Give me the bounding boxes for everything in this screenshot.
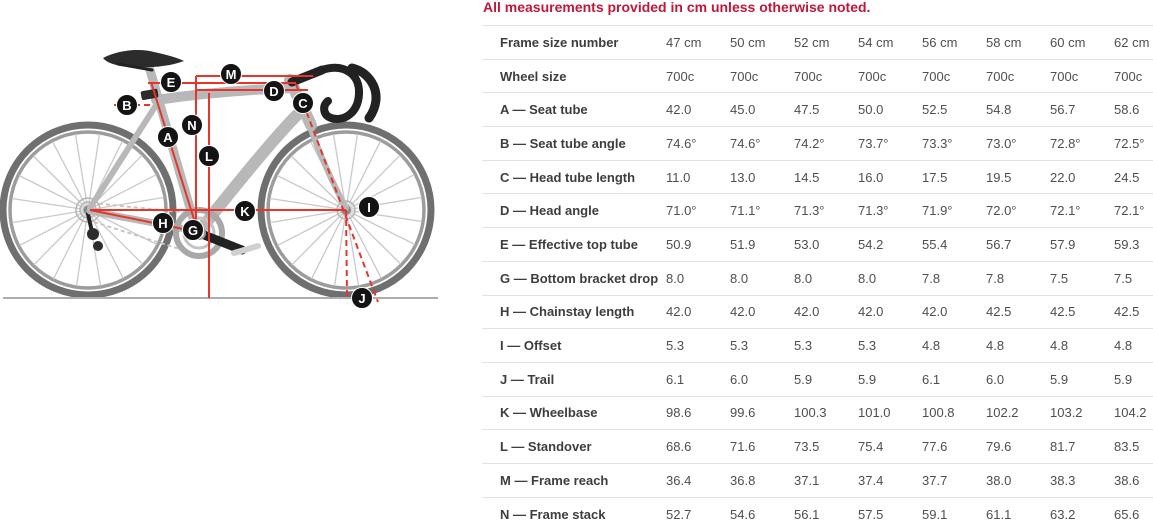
row-value: 5.3 [730, 329, 794, 363]
row-value: 74.2° [794, 127, 858, 161]
row-value: 700c [730, 59, 794, 93]
diagram-label-badge-n [182, 115, 203, 136]
row-label: N — Frame stack [482, 497, 666, 531]
row-value: 52 cm [794, 26, 858, 60]
row-value: 50.0 [858, 93, 922, 127]
row-value: 4.8 [1050, 329, 1114, 363]
diagram-label-badge-g [183, 220, 204, 241]
svg-text:A: A [163, 130, 173, 145]
row-value: 5.9 [1114, 362, 1153, 396]
row-value: 73.5 [794, 430, 858, 464]
row-value: 22.0 [1050, 160, 1114, 194]
row-value: 42.5 [1114, 295, 1153, 329]
table-row [482, 362, 1153, 396]
row-value: 11.0 [666, 160, 730, 194]
row-label: J — Trail [482, 362, 666, 396]
row-value: 5.9 [858, 362, 922, 396]
row-value: 700c [666, 59, 730, 93]
row-value: 6.1 [666, 362, 730, 396]
fork [309, 124, 346, 208]
bike-diagram-svg [0, 0, 482, 532]
row-value: 52.5 [922, 93, 986, 127]
row-label: Wheel size [482, 59, 666, 93]
row-value: 51.9 [730, 228, 794, 262]
svg-text:I: I [367, 200, 371, 215]
row-value: 71.9° [922, 194, 986, 228]
measurements-note: All measurements provided in cm unless otherwise noted. [483, 0, 871, 15]
row-value: 700c [794, 59, 858, 93]
table-row [482, 160, 1153, 194]
diagram-label-badge-b [117, 95, 138, 116]
row-value: 42.0 [666, 93, 730, 127]
row-value: 700c [1114, 59, 1153, 93]
row-value: 6.0 [730, 362, 794, 396]
hub-vertical-dash [346, 210, 347, 298]
row-value: 36.8 [730, 463, 794, 497]
row-value: 101.0 [858, 396, 922, 430]
row-value: 5.3 [858, 329, 922, 363]
row-label: M — Frame reach [482, 463, 666, 497]
row-label: L — Standover [482, 430, 666, 464]
row-value: 68.6 [666, 430, 730, 464]
diagram-label-badge-h [153, 213, 174, 234]
row-value: 8.0 [666, 261, 730, 295]
row-value: 102.2 [986, 396, 1050, 430]
svg-text:G: G [187, 223, 199, 238]
row-value: 47 cm [666, 26, 730, 60]
row-value: 100.3 [794, 396, 858, 430]
row-value: 72.8° [1050, 127, 1114, 161]
diagram-label-badge-a [158, 127, 179, 148]
row-value: 8.0 [858, 261, 922, 295]
row-value: 73.7° [858, 127, 922, 161]
row-value: 62 cm [1114, 26, 1153, 60]
row-value: 71.1° [730, 194, 794, 228]
row-value: 54.8 [986, 93, 1050, 127]
row-label: I — Offset [482, 329, 666, 363]
row-value: 72.1° [1050, 194, 1114, 228]
row-value: 56.7 [986, 228, 1050, 262]
svg-text:K: K [240, 204, 250, 219]
diagram-label-badge-l [199, 146, 220, 167]
row-value: 77.6 [922, 430, 986, 464]
row-value: 700c [922, 59, 986, 93]
row-value: 4.8 [922, 329, 986, 363]
table-row [482, 396, 1153, 430]
row-value: 58 cm [986, 26, 1050, 60]
svg-text:B: B [122, 98, 132, 113]
row-value: 65.6 [1114, 497, 1153, 531]
row-value: 59.3 [1114, 228, 1153, 262]
row-value: 54.6 [730, 497, 794, 531]
svg-text:N: N [187, 118, 197, 133]
row-value: 45.0 [730, 93, 794, 127]
svg-text:C: C [298, 96, 308, 111]
diagram-label-badge-k [235, 201, 256, 222]
table-row [482, 329, 1153, 363]
row-value: 57.9 [1050, 228, 1114, 262]
row-label: H — Chainstay length [482, 295, 666, 329]
row-value: 71.0° [666, 194, 730, 228]
row-label: A — Seat tube [482, 93, 666, 127]
row-value: 5.9 [1050, 362, 1114, 396]
table-row [482, 295, 1153, 329]
geometry-table-panel [482, 0, 1153, 532]
geometry-table-body [482, 26, 1153, 531]
table-row [482, 430, 1153, 464]
row-value: 16.0 [858, 160, 922, 194]
row-value: 59.1 [922, 497, 986, 531]
row-value: 81.7 [1050, 430, 1114, 464]
row-value: 4.8 [986, 329, 1050, 363]
row-value: 61.1 [986, 497, 1050, 531]
row-value: 36.4 [666, 463, 730, 497]
table-row [482, 261, 1153, 295]
row-value: 50.9 [666, 228, 730, 262]
row-label: C — Head tube length [482, 160, 666, 194]
row-value: 37.1 [794, 463, 858, 497]
row-value: 83.5 [1114, 430, 1153, 464]
row-value: 4.8 [1114, 329, 1153, 363]
row-value: 6.0 [986, 362, 1050, 396]
row-value: 47.5 [794, 93, 858, 127]
row-label: E — Effective top tube [482, 228, 666, 262]
diagram-label-badge-m [221, 64, 242, 85]
row-value: 42.5 [986, 295, 1050, 329]
svg-text:J: J [358, 291, 366, 306]
row-value: 42.0 [730, 295, 794, 329]
table-row [482, 26, 1153, 60]
row-label: Frame size number [482, 26, 666, 60]
row-value: 5.3 [794, 329, 858, 363]
svg-text:H: H [158, 216, 168, 231]
table-row [482, 127, 1153, 161]
geometry-table [482, 25, 1153, 531]
row-value: 56.1 [794, 497, 858, 531]
table-row [482, 59, 1153, 93]
svg-text:M: M [225, 67, 237, 82]
row-value: 60 cm [1050, 26, 1114, 60]
drop-bar [322, 68, 359, 119]
row-value: 54.2 [858, 228, 922, 262]
row-value: 7.5 [1050, 261, 1114, 295]
row-value: 63.2 [1050, 497, 1114, 531]
bike-geometry-diagram [0, 0, 482, 532]
row-value: 56 cm [922, 26, 986, 60]
row-value: 5.9 [794, 362, 858, 396]
row-value: 73.3° [922, 127, 986, 161]
row-value: 24.5 [1114, 160, 1153, 194]
row-value: 103.2 [1050, 396, 1114, 430]
row-value: 71.3° [858, 194, 922, 228]
row-value: 104.2 [1114, 396, 1153, 430]
row-value: 57.5 [858, 497, 922, 531]
row-value: 55.4 [922, 228, 986, 262]
row-label: G — Bottom bracket drop [482, 261, 666, 295]
row-value: 99.6 [730, 396, 794, 430]
row-value: 98.6 [666, 396, 730, 430]
row-value: 700c [986, 59, 1050, 93]
row-value: 700c [858, 59, 922, 93]
row-value: 42.0 [858, 295, 922, 329]
row-value: 7.8 [986, 261, 1050, 295]
table-row [482, 497, 1153, 531]
row-value: 19.5 [986, 160, 1050, 194]
row-value: 42.5 [1050, 295, 1114, 329]
diagram-label-badge-i [359, 197, 380, 218]
svg-text:D: D [269, 84, 279, 99]
row-value: 42.0 [666, 295, 730, 329]
diagram-label-badge-e [161, 72, 182, 93]
row-value: 37.4 [858, 463, 922, 497]
row-value: 53.0 [794, 228, 858, 262]
row-value: 72.5° [1114, 127, 1153, 161]
svg-text:L: L [205, 149, 213, 164]
row-value: 56.7 [1050, 93, 1114, 127]
row-value: 38.3 [1050, 463, 1114, 497]
row-value: 52.7 [666, 497, 730, 531]
row-value: 71.6 [730, 430, 794, 464]
row-value: 71.3° [794, 194, 858, 228]
row-value: 54 cm [858, 26, 922, 60]
row-value: 38.6 [1114, 463, 1153, 497]
row-label: B — Seat tube angle [482, 127, 666, 161]
row-value: 38.0 [986, 463, 1050, 497]
row-value: 14.5 [794, 160, 858, 194]
row-value: 37.7 [922, 463, 986, 497]
row-value: 73.0° [986, 127, 1050, 161]
row-value: 8.0 [730, 261, 794, 295]
table-row [482, 228, 1153, 262]
row-value: 72.1° [1114, 194, 1153, 228]
row-value: 75.4 [858, 430, 922, 464]
row-value: 100.8 [922, 396, 986, 430]
table-row [482, 463, 1153, 497]
diagram-label-badge-d [264, 81, 285, 102]
row-value: 42.0 [794, 295, 858, 329]
table-row [482, 93, 1153, 127]
row-value: 79.6 [986, 430, 1050, 464]
row-value: 74.6° [730, 127, 794, 161]
row-value: 13.0 [730, 160, 794, 194]
row-value: 6.1 [922, 362, 986, 396]
row-value: 7.5 [1114, 261, 1153, 295]
diagram-label-badge-c [293, 93, 314, 114]
row-value: 5.3 [666, 329, 730, 363]
row-value: 42.0 [922, 295, 986, 329]
row-value: 7.8 [922, 261, 986, 295]
row-label: D — Head angle [482, 194, 666, 228]
row-value: 700c [1050, 59, 1114, 93]
diagram-label-badge-j [352, 288, 373, 309]
row-value: 72.0° [986, 194, 1050, 228]
row-value: 74.6° [666, 127, 730, 161]
row-label: K — Wheelbase [482, 396, 666, 430]
svg-text:E: E [166, 75, 176, 90]
row-value: 8.0 [794, 261, 858, 295]
row-value: 58.6 [1114, 93, 1153, 127]
table-row [482, 194, 1153, 228]
row-value: 50 cm [730, 26, 794, 60]
row-value: 17.5 [922, 160, 986, 194]
